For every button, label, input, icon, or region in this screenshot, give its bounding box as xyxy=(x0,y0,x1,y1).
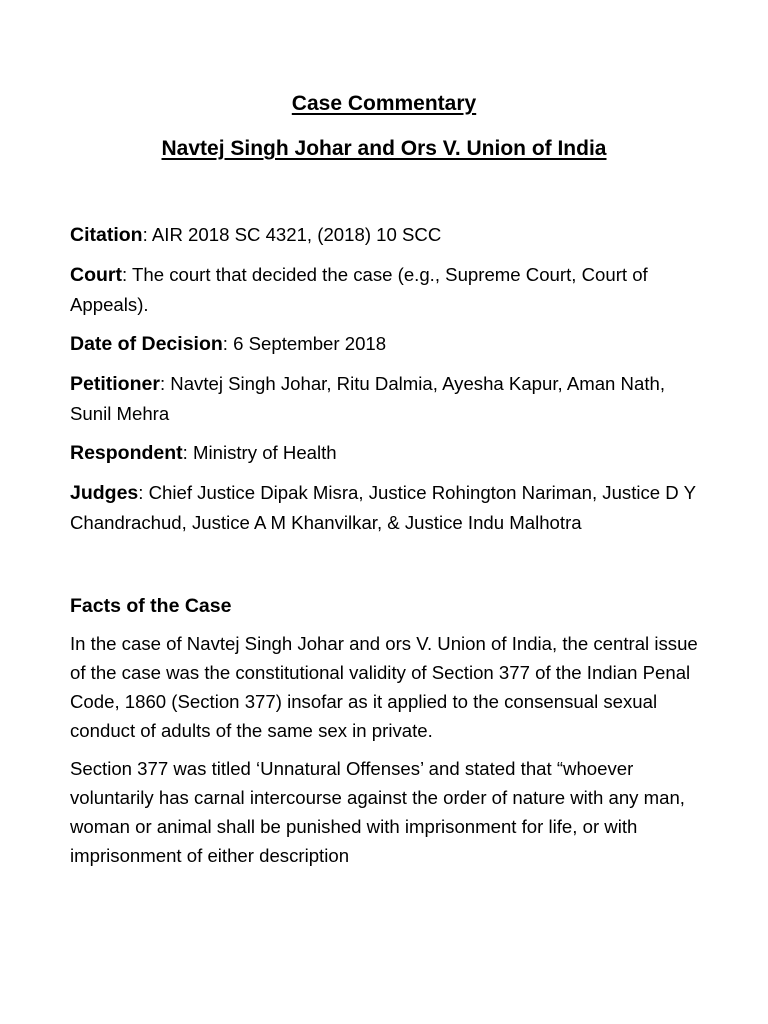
field-label: Judges xyxy=(70,482,139,504)
field-label: Petitioner xyxy=(70,373,160,395)
field-value: : Chief Justice Dipak Misra, Justice Rohington Nariman, Justice D Y Chandrachud, Justice A M Khanvilkar, & Justice Indu Malhotra xyxy=(70,482,696,533)
case-details xyxy=(70,220,698,537)
document-title: Case Commentary xyxy=(291,92,477,115)
field-value: : Ministry of Health xyxy=(182,442,337,463)
facts-heading: Facts of the Case xyxy=(70,595,232,617)
facts-paragraph: In the case of Navtej Singh Johar and ors V. Union of India, the central issue of the case was the constitutional validity of Section 377 of the Indian Penal Code, 1860 (Section 377) insofar as it applied to the consensual sexual conduct of adults of the same sex in private. xyxy=(70,633,698,741)
field-respondent xyxy=(70,438,698,468)
facts-paragraph: Section 377 was titled ‘Unnatural Offenses’ and stated that “whoever voluntarily has carnal intercourse against the order of nature with any man, woman or animal shall be punished with imprisonment for life, or with imprisonment of either description xyxy=(70,758,685,866)
field-petitioner xyxy=(70,369,698,428)
case-name: Navtej Singh Johar and Ors V. Union of India xyxy=(161,137,607,160)
field-value: : 6 September 2018 xyxy=(222,333,387,354)
field-label: Date of Decision xyxy=(70,333,223,355)
field-citation xyxy=(70,220,698,250)
field-court xyxy=(70,260,698,319)
field-label: Citation xyxy=(70,224,143,246)
field-judges xyxy=(70,478,698,537)
field-value: : AIR 2018 SC 4321, (2018) 10 SCC xyxy=(142,224,442,245)
field-date-of-decision xyxy=(70,329,698,359)
field-value: : Navtej Singh Johar, Ritu Dalmia, Ayesha Kapur, Aman Nath, Sunil Mehra xyxy=(70,373,665,424)
field-label: Court xyxy=(70,264,122,286)
field-label: Respondent xyxy=(70,442,183,464)
field-value: : The court that decided the case (e.g., Supreme Court, Court of Appeals). xyxy=(70,264,648,315)
